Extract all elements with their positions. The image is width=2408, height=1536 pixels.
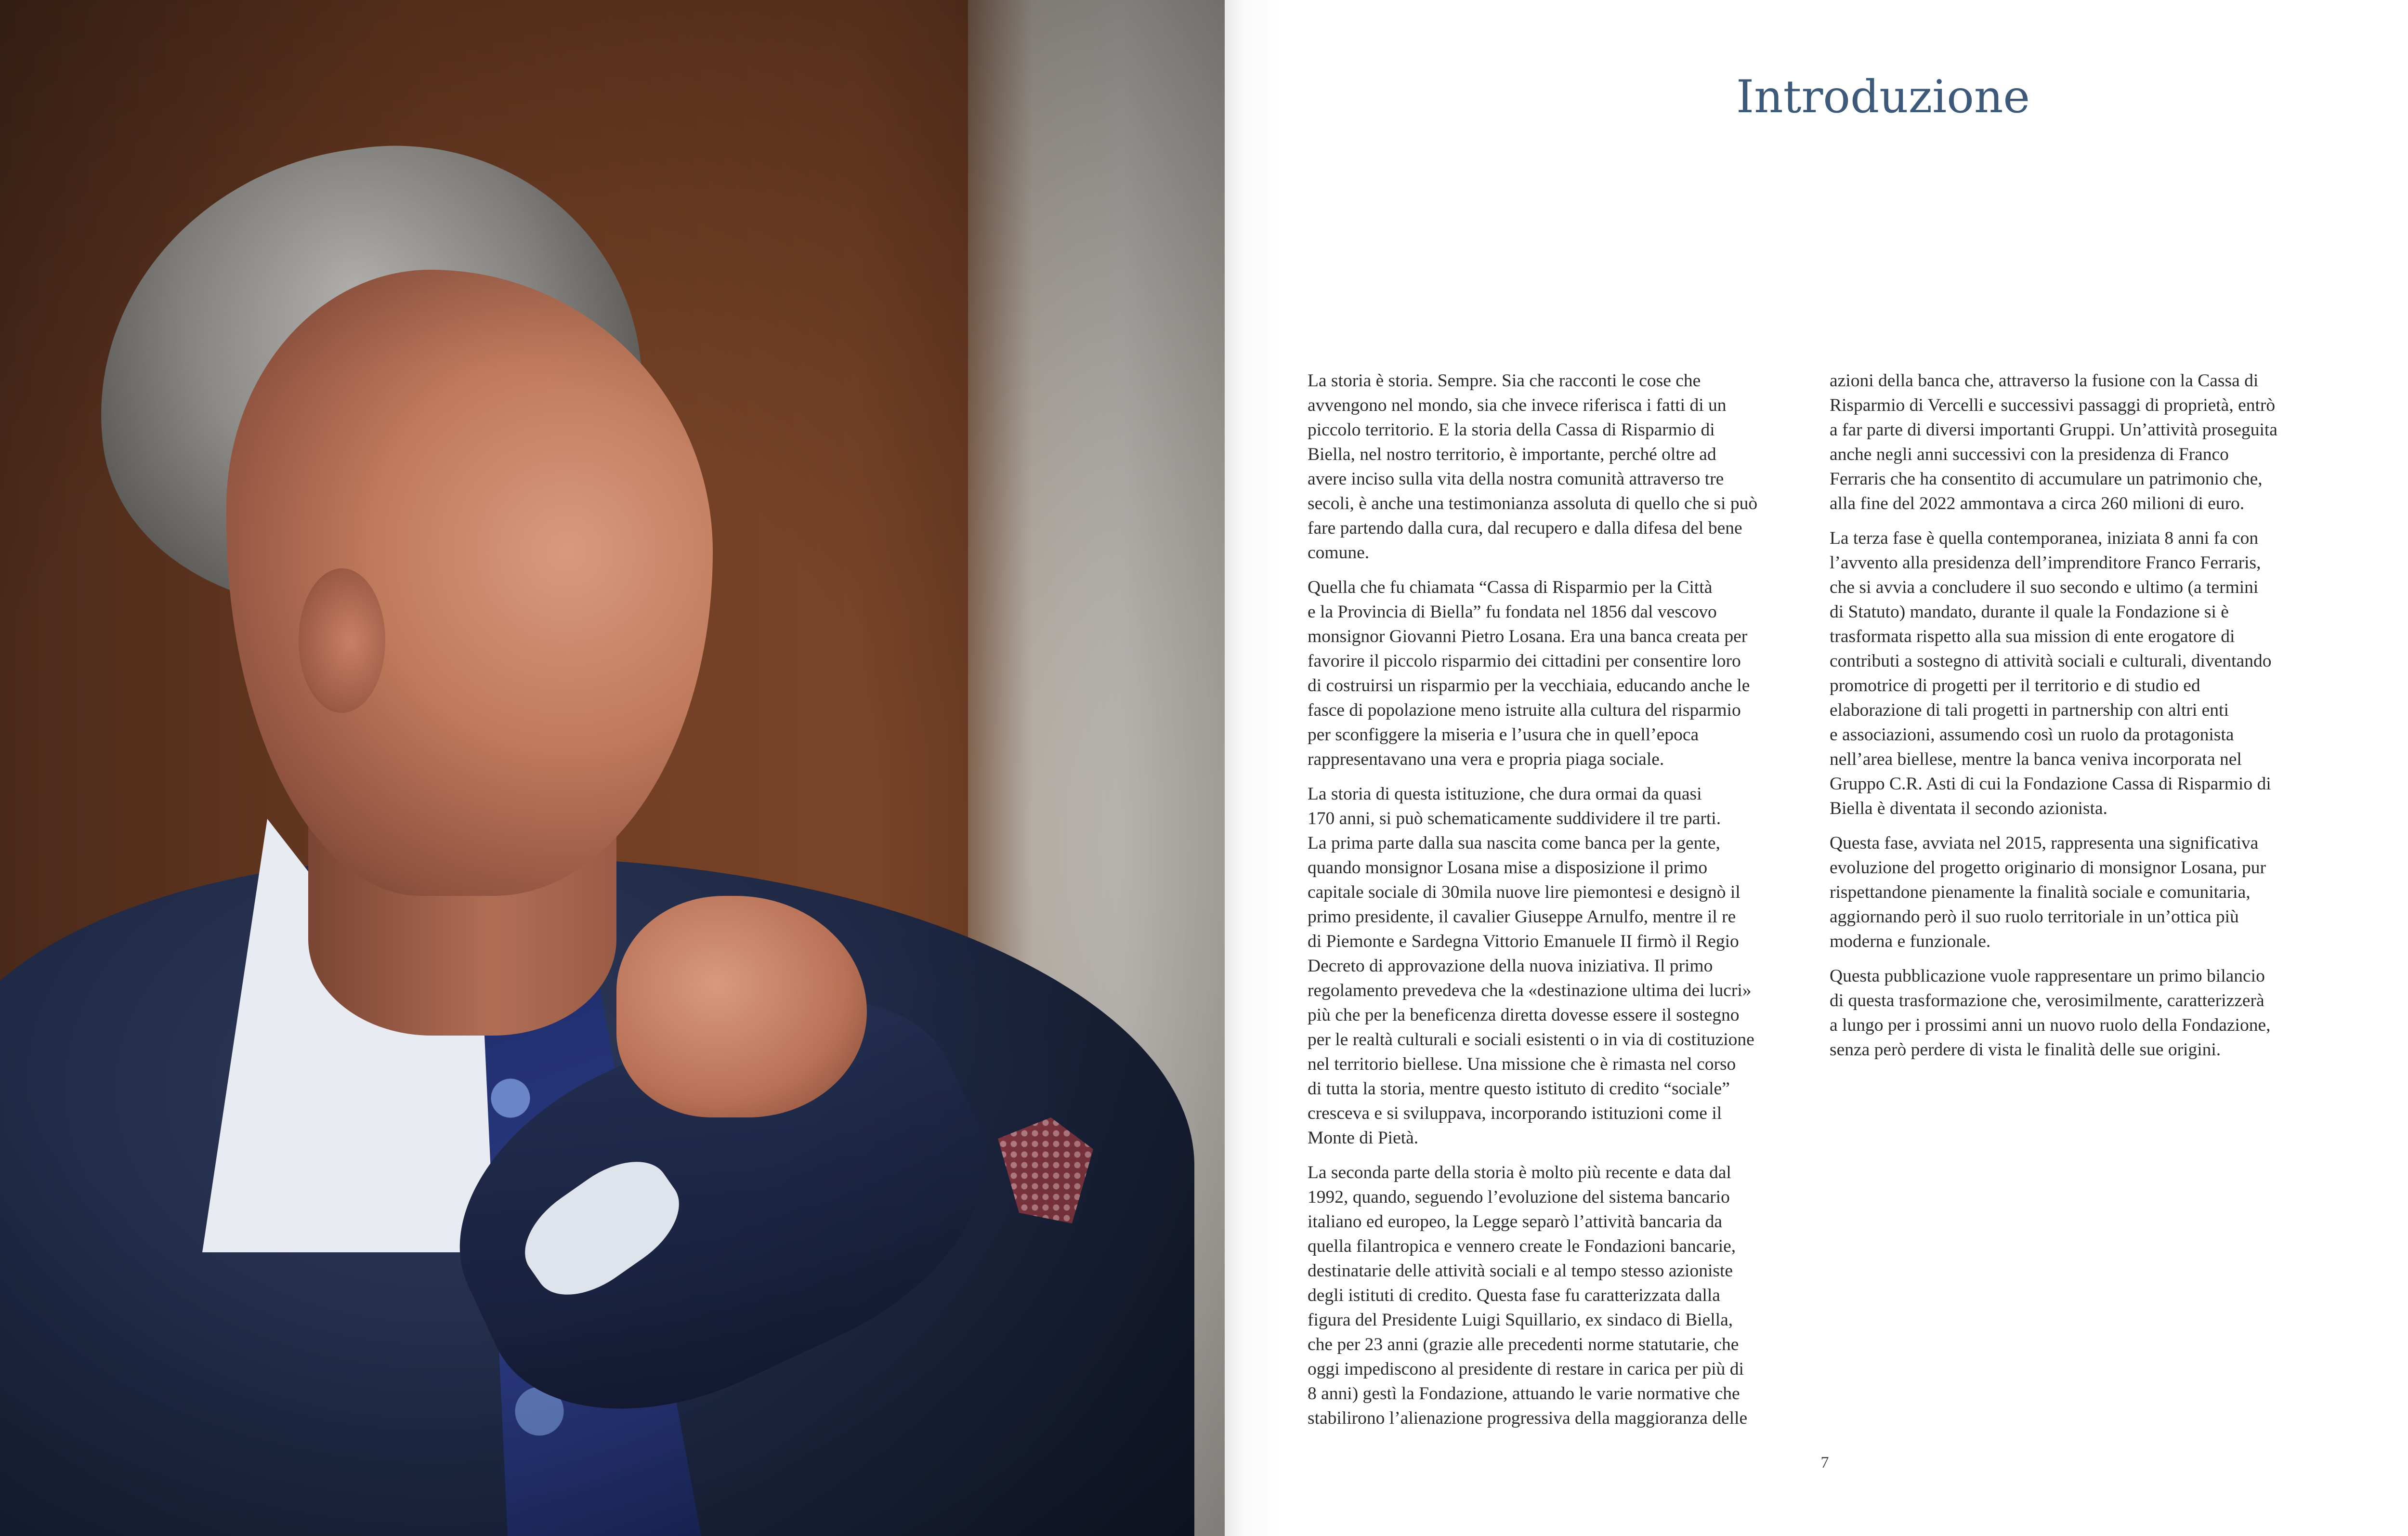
paragraph: Questa fase, avviata nel 2015, rappresenta una significativa evoluzione del progetto originario di monsignor Losana, pur rispettandone pienamente la finalità sociale e comunitaria, aggiornando però il suo ruolo territoriale in un’ottica più moderna e funzionale.: [1830, 833, 2266, 951]
paragraph: La terza fase è quella contemporanea, iniziata 8 anni fa con l’avvento alla presidenza dell’imprenditore Franco Ferraris, che si avvia a concludere il suo secondo e ultimo (a termini di Statuto) mandato, durante il quale la Fondazione si è trasformata rispetto alla sua mission di ente erogatore di contributi a sostegno di attività sociali e culturali, diventando promotrice di progetti per il territorio e di studio ed elaborazione di tali progetti in partnership con altri enti e associazioni, assumendo così un ruolo da protagonista nell’area biellese, mentre la banca veniva incorporata nel Gruppo C.R. Asti di cui la Fondazione Cassa di Risparmio di Biella è diventata il secondo azionista.: [1830, 528, 2272, 818]
paragraph: azioni della banca che, attraverso la fusione con la Cassa di Risparmio di Vercelli e successivi passaggi di proprietà, entrò a far parte di diversi importanti Gruppi. Un’attività proseguita anche negli anni successivi con la presidenza di Franco Ferraris che ha consentito di accumulare un patrimonio che, alla fine del 2022 ammontava a circa 260 milioni di euro.: [1830, 371, 2277, 513]
text-column-right: [1830, 368, 2333, 1072]
paragraph: Quella che fu chiamata “Cassa di Risparmio per la Città e la Provincia di Biella” fu fondata nel 1856 dal vescovo monsignor Giovanni Pietro Losana. Era una banca creata per favorire il piccolo risparmio dei cittadini per consentire loro di costruirsi un risparmio per la vecchiaia, educando anche le fasce di popolazione meno istruite alla cultura del risparmio per sconfiggere la miseria e l’usura che in quell’epoca rappresentavano una vera e propria piaga sociale.: [1308, 578, 1750, 769]
paragraph: La seconda parte della storia è molto più recente e data dal 1992, quando, seguendo l’evoluzione del sistema bancario italiano ed europeo, la Legge separò l’attività bancaria da quella filantropica e vennero create le Fondazioni bancarie, destinatarie delle attività sociali e al tempo stesso azioniste degli istituti di credito. Questa fase fu caratterizzata dalla figura del Presidente Luigi Squillario, ex sindaco di Biella, che per 23 anni (grazie alle precedenti norme statutarie, che oggi impediscono al presidente di restare in carica per più di 8 anni) gestì la Fondazione, attuando le varie normative che stabilirono l’alienazione progressiva della maggioranza delle: [1308, 1163, 1748, 1428]
paragraph: Questa pubblicazione vuole rappresentare un primo bilancio di questa trasformazione che, verosimilmente, caratterizzerà a lungo per i prossimi anni un nuovo ruolo della Fondazione, senza però perdere di vista le finalità delle sue origini.: [1830, 966, 2271, 1060]
text-page: [1225, 0, 2408, 1536]
page-title: Introduzione: [1736, 71, 2030, 123]
text-column-left: [1308, 368, 1811, 1441]
paragraph: La storia di questa istituzione, che dura ormai da quasi 170 anni, si può schematicamente suddividere il tre parti. La prima parte dalla sua nascita come banca per la gente, quando monsignor Losana mise a disposizione il primo capitale sociale di 30mila nuove lire piemontesi e designò il primo presidente, il cavalier Giuseppe Arnulfo, mentre il re di Piemonte e Sardegna Vittorio Emanuele II firmò il Regio Decreto di approvazione della nuova iniziativa. Il primo regolamento prevedeva che la «destinazione ultima dei lucri» più che per la beneficenza diretta dovesse essere il sostegno per le realtà culturali e sociali esistenti o in via di costituzione nel territorio biellese. Una missione che è rimasta nel corso di tutta la storia, mentre questo istituto di credito “sociale” cresceva e si sviluppava, incorporando istituzioni come il Monte di Pietà.: [1308, 784, 1754, 1148]
paragraph: La storia è storia. Sempre. Sia che racconti le cose che avvengono nel mondo, sia che invece riferisca i fatti di un piccolo territorio. E la storia della Cassa di Risparmio di Biella, nel nostro territorio, è importante, perché oltre ad avere inciso sulla vita della nostra comunità attraverso tre secoli, è anche una testimonianza assoluta di quello che si può fare partendo dalla cura, dal recupero e dalla difesa del bene comune.: [1308, 371, 1758, 563]
page-number: 7: [1820, 1454, 1829, 1471]
